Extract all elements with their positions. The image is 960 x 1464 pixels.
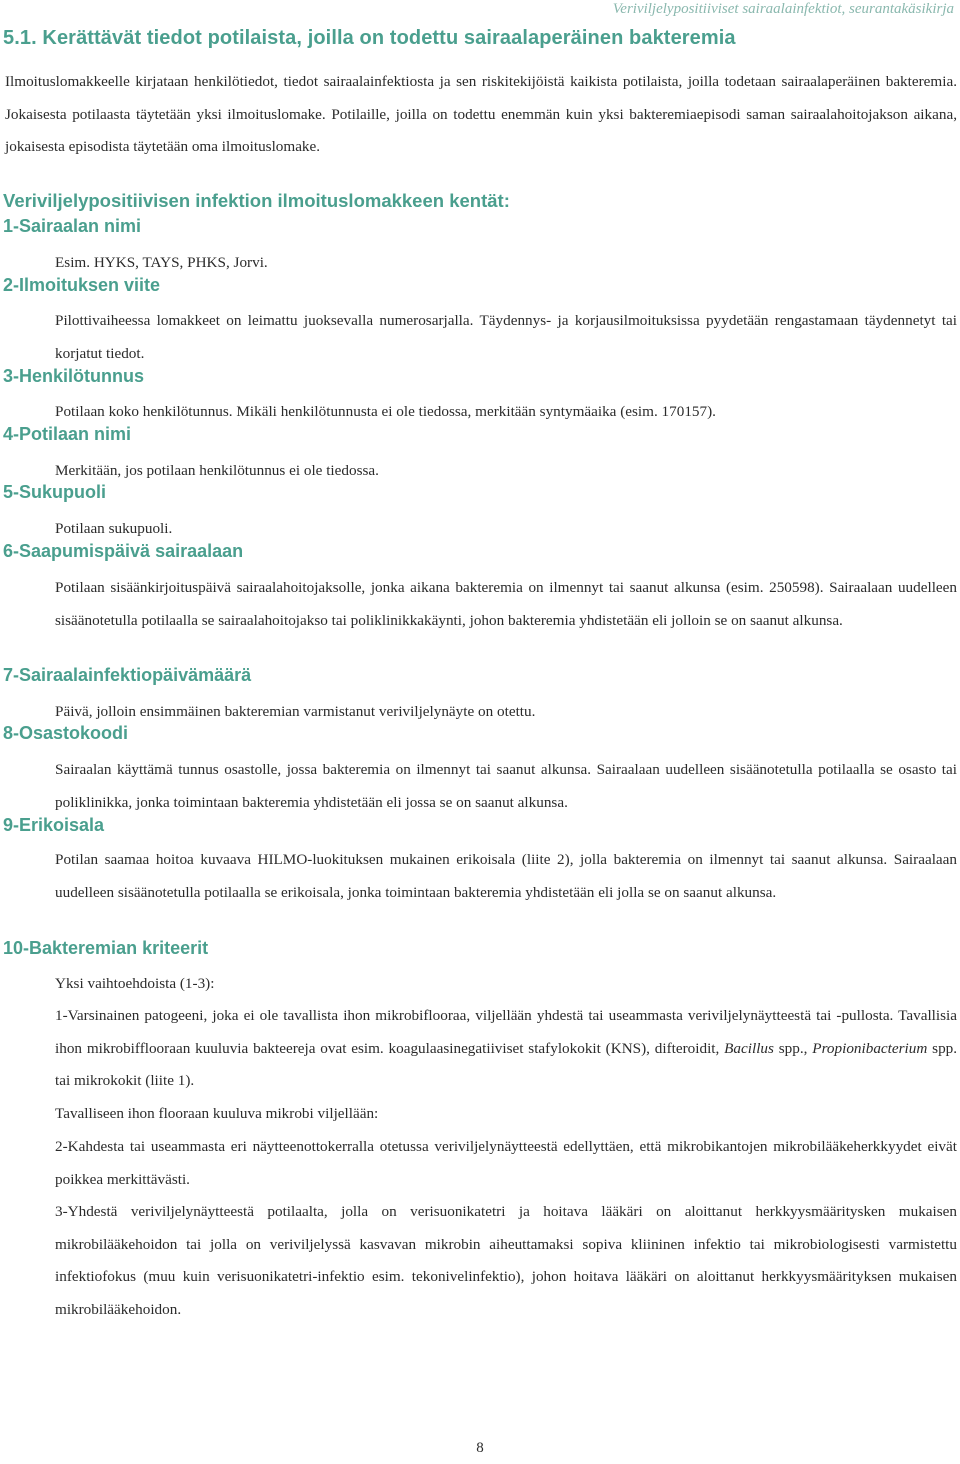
field-title-report-reference: 2-Ilmoituksen viite	[3, 275, 161, 295]
criterion-1-propionibacterium: Propionibacterium	[812, 1039, 928, 1057]
intro-paragraph: Ilmoituslomakkeelle kirjataan henkilötiedot, tiedot sairaalainfektiosta ja sen riskitekijöistä kaikista potilaista, joilla todetaan sairaalaperäinen bakteremia. Jokaisesta potilaasta täytetään yksi ilmoituslomake. Potilaille, joilla on todettu enemmän kuin yksi bakteremiaepisodi saman sairaalahoitojakson aikana, jokaisesta episodista täytetään oma ilmoituslomake.	[5, 73, 957, 155]
page-number: 8	[476, 1440, 484, 1456]
field-title-specialty: 9-Erikoisala	[3, 815, 105, 835]
running-header: Veriviljelypositiiviset sairaalainfektiot, seurantakäsikirja	[612, 1, 954, 17]
criterion-2: 2-Kahdesta tai useammasta eri näytteenottokerralla otetussa veriviljelynäytteestä edellyttäen, että mikrobikantojen mikrobilääkeherkkyydet eivät poikkea merkittävästi.	[55, 1138, 957, 1188]
criterion-1-text-b: spp.,	[778, 1039, 808, 1057]
field-text-sex: Potilaan sukupuoli.	[55, 520, 173, 537]
criterion-1-bacillus: Bacillus	[724, 1039, 774, 1057]
criterion-3: 3-Yhdestä veriviljelynäytteestä potilaalta, jolla on verisuonikatetri ja hoitava lääkäri on aloittanut herkkyysmääritysken mukaisen mikrobilääkehoidon tai jolla on veriviljelyssä kasvavan mikrobin aiheuttamaksi sopiva kliininen infektio tai mikrobiologisesti varmistettu infektiofokus (muu kuin verisuonikatetri-infektio esim. tekonivelinfektio), johon hoitava lääkäri on aloittanut herkkyysmäärityksen mukaisen mikrobilääkehoidon.	[55, 1203, 957, 1318]
field-text-report-reference: Pilottivaiheessa lomakkeet on leimattu juoksevalla numerosarjalla. Täydennys- ja korjausilmoituksissa pyydetään rengastamaan täydennetyt tai korjatut tiedot.	[55, 312, 957, 362]
fields-heading: Veriviljelypositiivisen infektion ilmoituslomakkeen kentät:	[3, 190, 510, 211]
criterion-1-text-a: 1-Varsinainen patogeeni, joka ei ole tavallista ihon mikrobiflooraa, viljellään yhdestä tai useammasta veriviljelynäytteestä tai -pullosta. Tavallisia ihon mikrobifflooraan kuuluvia bakteereja ovat esim. koagulaasinegatiiviset stafylokokit (KNS), difteroidit,	[55, 1007, 957, 1057]
criterion-1-text-c: spp. tai mikrokokit (liite 1).	[55, 1039, 958, 1089]
criterion-1	[55, 1000, 957, 1098]
section-title: 5.1. Kerättävät tiedot potilaista, joilla on todettu sairaalaperäinen bakteremia	[3, 27, 736, 49]
field-title-infection-date: 7-Sairaalainfektiopäivämäärä	[3, 665, 252, 685]
field-text-personal-id: Potilaan koko henkilötunnus. Mikäli henkilötunnusta ei ole tiedossa, merkitään syntymäaika (esim. 170157).	[55, 403, 716, 420]
field-text-infection-date: Päivä, jolloin ensimmäinen bakteremian varmistanut veriviljelynäyte on otettu.	[55, 703, 536, 720]
field-text-hospital-name: Esim. HYKS, TAYS, PHKS, Jorvi.	[55, 254, 268, 271]
field-text-patient-name: Merkitään, jos potilaan henkilötunnus ei ole tiedossa.	[55, 462, 379, 479]
field-title-arrival-date: 6-Saapumispäivä sairaalaan	[3, 541, 244, 561]
field-title-bacteremia-criteria: 10-Bakteremian kriteerit	[3, 938, 209, 958]
field-text-arrival-date: Potilaan sisäänkirjoituspäivä sairaalahoitojaksolle, jonka aikana bakteremia on ilmennyt tai saanut alkunsa (esim. 250598). Sairaalaan uudelleen sisäänotetulla potilaalla se sairaalahoitojakso tai poliklinikkakäynti, johon bakteremia yhdistetään eli jolloin se on saanut alkunsa.	[55, 579, 957, 629]
criteria-intro: Yksi vaihtoehdoista (1-3):	[55, 975, 215, 992]
field-title-patient-name: 4-Potilaan nimi	[3, 424, 132, 444]
field-text-ward-code: Sairaalan käyttämä tunnus osastolle, jossa bakteremia on ilmennyt tai saanut alkunsa. Sairaalaan uudelleen sisäänotetulla potilaalla se osasto tai poliklinikka, jonka toimintaan bakteremia yhdistetään eli jossa se on saanut alkunsa.	[55, 761, 957, 811]
field-title-ward-code: 8-Osastokoodi	[3, 723, 129, 743]
field-title-hospital-name: 1-Sairaalan nimi	[3, 216, 142, 236]
field-title-sex: 5-Sukupuoli	[3, 482, 106, 502]
skin-flora-note: Tavalliseen ihon flooraan kuuluva mikrobi viljellään:	[55, 1105, 379, 1122]
field-text-specialty: Potilan saamaa hoitoa kuvaava HILMO-luokituksen mukainen erikoisala (liite 2), jolla bakteremia on ilmennyt tai saanut alkunsa. Sairaalaan uudelleen sisäänotetulla potilaalla se erikoisala, jonka toimintaan bakteremia yhdistetään eli jolla se on saanut alkunsa.	[55, 851, 957, 901]
field-title-personal-id: 3-Henkilötunnus	[3, 366, 145, 386]
